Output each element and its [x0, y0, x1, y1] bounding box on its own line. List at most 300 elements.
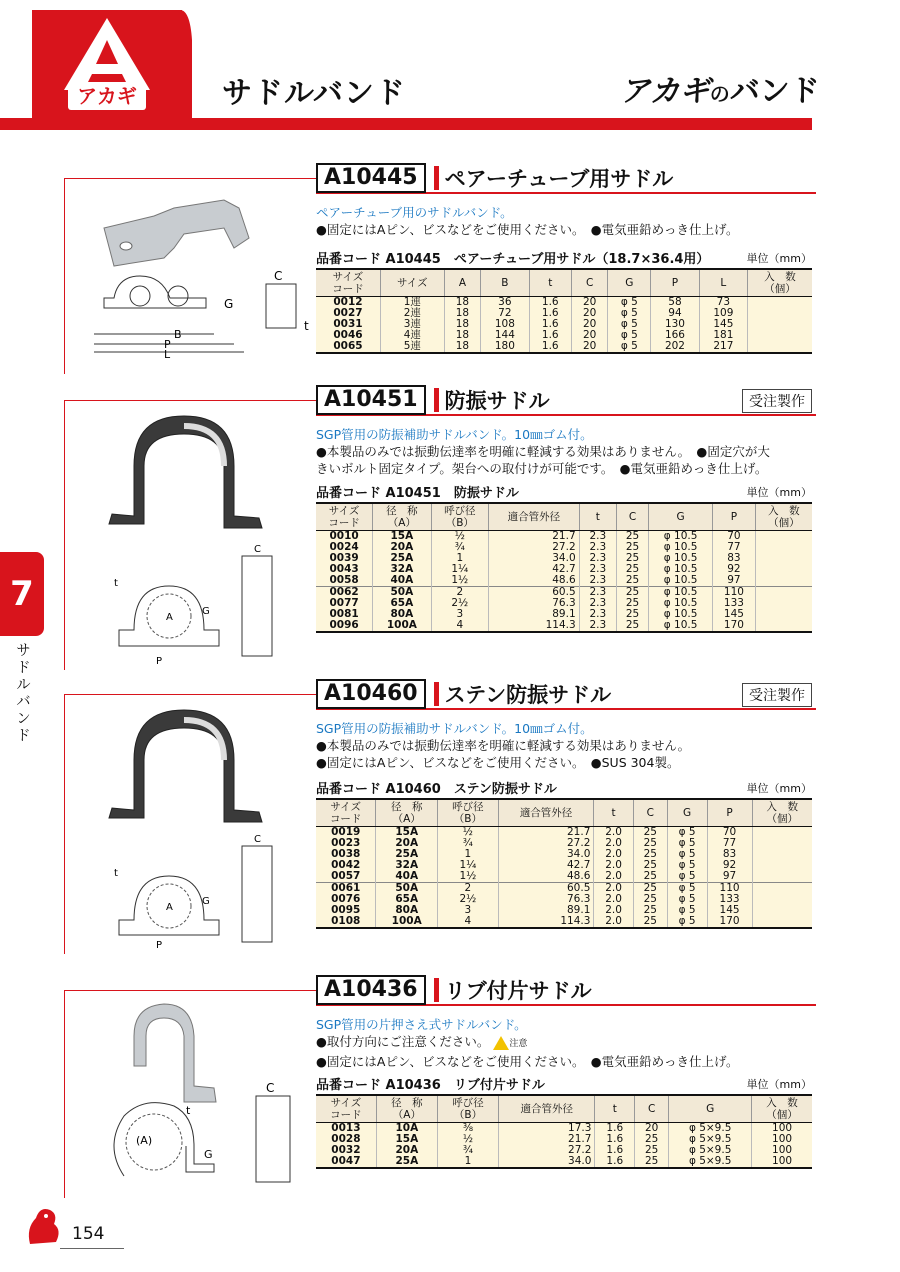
label-g: G [204, 1148, 213, 1161]
section-a10445 [64, 164, 816, 374]
description-lead: SGP管用の防振補助サドルバンド。10㎜ゴム付。 [316, 427, 593, 442]
column-header: A [444, 269, 480, 297]
column-header: P [707, 799, 752, 827]
table-cell: 2.0 [594, 838, 633, 849]
label-t: t [114, 868, 118, 879]
table-cell: φ 10.5 [649, 564, 713, 575]
table-cell: 100 [752, 1134, 812, 1145]
table-cell: 2.3 [579, 598, 616, 609]
table-cell: 65A [373, 598, 431, 609]
column-header: サイズ コード [316, 269, 380, 297]
table-cell: φ 10.5 [649, 575, 713, 587]
saddle-drawing [74, 188, 314, 368]
table-cell: 20 [635, 1123, 669, 1135]
column-header: P [713, 503, 756, 531]
table-cell: 130 [651, 319, 699, 330]
table-cell [748, 308, 812, 319]
table-cell: 1.6 [595, 1156, 635, 1168]
made-to-order-badge: 受注製作 [742, 389, 812, 413]
table-cell: 25 [616, 542, 648, 553]
table-cell: 27.2 [498, 838, 594, 849]
table-cell: 1.6 [529, 297, 571, 309]
table-cell [755, 531, 812, 543]
product-description [316, 426, 816, 477]
header-red-band [0, 118, 812, 130]
table-cell: 133 [713, 598, 756, 609]
table-cell: 1 [437, 1156, 498, 1168]
table-cell: φ 5 [608, 330, 651, 341]
table-cell: 0024 [316, 542, 373, 553]
table-cell: 1½ [438, 871, 499, 883]
table-cell: φ 5 [667, 883, 707, 895]
table-cell: 0039 [316, 553, 373, 564]
column-header: G [667, 799, 707, 827]
table-cell: 145 [713, 609, 756, 620]
table-cell: 144 [481, 330, 529, 341]
table-cell: 1¼ [438, 860, 499, 871]
table-cell: 73 [699, 297, 747, 309]
description-lead: SGP管用の片押さえ式サドルバンド。 [316, 1017, 527, 1032]
spec-title: 品番コード A10451 防振サドル [316, 486, 519, 501]
description-lead: SGP管用の防振補助サドルバンド。10㎜ゴム付。 [316, 721, 593, 736]
table-cell: φ 10.5 [649, 609, 713, 620]
table-cell: 2½ [431, 598, 489, 609]
table-cell: 27.2 [489, 542, 580, 553]
table-cell: 15A [376, 1134, 437, 1145]
table-cell: φ 10.5 [649, 542, 713, 553]
table-cell: 2.3 [579, 587, 616, 599]
table-row [316, 871, 812, 883]
table-row [316, 916, 812, 928]
table-row [316, 1123, 812, 1135]
table-cell [755, 553, 812, 564]
table-cell: 0076 [316, 894, 376, 905]
table-cell: 0023 [316, 838, 376, 849]
table-header-row [316, 503, 812, 531]
product-title: リブ付片サドル [444, 979, 592, 1003]
table-cell: 2.3 [579, 553, 616, 564]
table-cell: 1 [431, 553, 489, 564]
title-accent [434, 388, 439, 412]
table-cell: 2.0 [594, 827, 633, 839]
column-header: 入 数 （個） [752, 1095, 812, 1123]
table-cell [752, 894, 812, 905]
product-code: A10460 [316, 679, 426, 709]
table-cell: 48.6 [489, 575, 580, 587]
column-header: 呼び径 （B） [431, 503, 489, 531]
column-header: t [595, 1095, 635, 1123]
table-cell: 0038 [316, 849, 376, 860]
table-cell: 25 [633, 827, 667, 839]
section-a10436 [64, 976, 816, 1196]
table-cell: 25A [376, 1156, 437, 1168]
table-cell: 25 [633, 838, 667, 849]
column-header: G [608, 269, 651, 297]
description-line: ●固定にはAピン、ビスなどをご使用ください。 ●電気亜鉛めっき仕上げ。 [316, 222, 739, 237]
table-cell: 0077 [316, 598, 373, 609]
table-cell [748, 297, 812, 309]
column-header: 適合管外径 [498, 799, 594, 827]
table-cell: φ 5 [667, 838, 707, 849]
table-cell: 25A [373, 553, 431, 564]
description-line: きいボルト固定タイプ。架台への取付けが可能です。 ●電気亜鉛めっき仕上げ。 [316, 461, 768, 476]
table-cell: 20 [571, 330, 607, 341]
table-cell: 77 [713, 542, 756, 553]
table-cell: 110 [713, 587, 756, 599]
table-cell: 2 [431, 587, 489, 599]
table-cell: 25 [616, 564, 648, 575]
table-cell: 80A [373, 609, 431, 620]
table-cell: 0095 [316, 905, 376, 916]
table-cell: 110 [707, 883, 752, 895]
column-header: t [579, 503, 616, 531]
table-cell: 2.3 [579, 564, 616, 575]
table-cell: φ 5 [608, 319, 651, 330]
label-l: L [164, 348, 171, 361]
table-header-row [316, 1095, 812, 1123]
table-cell [752, 871, 812, 883]
column-header: L [699, 269, 747, 297]
table-cell: 20 [571, 341, 607, 353]
table-cell: 2.0 [594, 883, 633, 895]
table-cell: 21.7 [498, 827, 594, 839]
column-header: C [633, 799, 667, 827]
chapter-label: サドルバンド [14, 642, 32, 744]
table-cell: 4 [431, 620, 489, 632]
spec-table [316, 268, 812, 354]
table-cell: 18 [444, 308, 480, 319]
table-cell: 1½ [431, 575, 489, 587]
label-t: t [304, 319, 309, 333]
table-cell: 25 [635, 1145, 669, 1156]
table-cell: 21.7 [499, 1134, 595, 1145]
description-line [316, 1033, 816, 1053]
table-cell: 0019 [316, 827, 376, 839]
table-cell: 18 [444, 297, 480, 309]
table-cell: 2 [438, 883, 499, 895]
table-cell: φ 5 [667, 905, 707, 916]
table-row [316, 860, 812, 871]
table-cell: 0046 [316, 330, 380, 341]
table-cell: 70 [713, 531, 756, 543]
table-cell: 0010 [316, 531, 373, 543]
table-cell: 1¼ [431, 564, 489, 575]
table-cell: 20A [373, 542, 431, 553]
spec-line [316, 778, 816, 797]
table-cell: 15A [376, 827, 438, 839]
table-cell: 25 [633, 849, 667, 860]
anti-vibration-saddle-drawing [74, 406, 314, 666]
mascot-logo [20, 1200, 66, 1250]
table-cell: φ 5×9.5 [669, 1145, 752, 1156]
column-header: サイズ コード [316, 503, 373, 531]
table-cell: 100 [752, 1145, 812, 1156]
title-accent [434, 682, 439, 706]
label-g: G [224, 297, 234, 311]
table-cell: 202 [651, 341, 699, 353]
table-cell [755, 542, 812, 553]
brand-title [620, 66, 820, 110]
table-cell: ¾ [438, 838, 499, 849]
column-header: 呼び径 （B） [437, 1095, 498, 1123]
page-title: サドルバンド [222, 76, 406, 111]
label-b: B [174, 328, 182, 341]
table-cell: 25 [635, 1134, 669, 1145]
table-cell: φ 5×9.5 [669, 1134, 752, 1145]
column-header: 入 数 （個） [752, 799, 812, 827]
table-cell: 1.6 [595, 1134, 635, 1145]
table-cell: 83 [713, 553, 756, 564]
table-cell [755, 598, 812, 609]
footer-rule [60, 1248, 124, 1249]
table-cell: φ 5 [608, 341, 651, 353]
ribbed-saddle-drawing [74, 996, 314, 1196]
label-a: (A) [136, 1134, 153, 1147]
section-a10451 [64, 386, 816, 666]
table-cell: ⅜ [437, 1123, 498, 1135]
table-cell: 97 [707, 871, 752, 883]
column-header: 入 数 （個） [755, 503, 812, 531]
column-header: P [651, 269, 699, 297]
label-a: A [166, 902, 173, 913]
table-cell: 15A [373, 531, 431, 543]
product-description [316, 1016, 816, 1070]
table-cell: 60.5 [489, 587, 580, 599]
spec-table [316, 798, 812, 929]
description-text: ●取付方向にご注意ください。 [316, 1034, 490, 1049]
table-cell: φ 10.5 [649, 531, 713, 543]
table-row [316, 319, 812, 330]
table-cell: 34.0 [489, 553, 580, 564]
title-accent [434, 978, 439, 1002]
section-title-row [316, 976, 816, 1006]
table-row [316, 838, 812, 849]
column-header: サイズ コード [316, 1095, 376, 1123]
label-p: P [164, 338, 171, 351]
table-cell: 25 [616, 598, 648, 609]
table-cell: 0047 [316, 1156, 376, 1168]
table-cell: φ 10.5 [649, 587, 713, 599]
table-cell: 5連 [380, 341, 444, 353]
table-cell: 2.3 [579, 542, 616, 553]
table-cell: 1.6 [595, 1145, 635, 1156]
table-cell: 92 [707, 860, 752, 871]
label-t: t [114, 578, 118, 589]
column-header: 適合管外径 [489, 503, 580, 531]
table-row [316, 308, 812, 319]
label-g: G [202, 896, 210, 907]
table-cell: 2連 [380, 308, 444, 319]
table-cell: 2.0 [594, 860, 633, 871]
table-cell: 0012 [316, 297, 380, 309]
table-cell: 25 [616, 587, 648, 599]
unit-label: 単位（mm） [746, 1078, 812, 1091]
table-cell: 1.6 [529, 330, 571, 341]
description-line: ●固定にはAピン、ビスなどをご使用ください。 ●電気亜鉛めっき仕上げ。 [316, 1054, 739, 1069]
description-line: ●本製品のみでは振動伝達率を明確に軽減する効果はありません。 [316, 738, 691, 753]
label-p: P [156, 940, 163, 950]
label-g: G [202, 606, 210, 617]
unit-label: 単位（mm） [746, 486, 812, 499]
table-cell: 25A [376, 849, 438, 860]
table-cell: 0043 [316, 564, 373, 575]
table-cell: 25 [616, 553, 648, 564]
table-cell: 1.6 [529, 308, 571, 319]
page-number: 154 [72, 1224, 105, 1244]
table-cell: 17.3 [499, 1123, 595, 1135]
table-cell [755, 620, 812, 632]
description-line: ●固定にはAピン、ビスなどをご使用ください。 ●SUS 304製。 [316, 755, 680, 770]
table-cell: φ 5×9.5 [669, 1156, 752, 1168]
table-cell: 48.6 [498, 871, 594, 883]
stainless-saddle-drawing [74, 700, 314, 950]
table-cell: φ 10.5 [649, 553, 713, 564]
table-cell: 2.0 [594, 905, 633, 916]
table-cell: 1.6 [595, 1123, 635, 1135]
section-a10460 [64, 680, 816, 950]
column-header: t [594, 799, 633, 827]
table-cell: 72 [481, 308, 529, 319]
table-cell: 2.3 [579, 575, 616, 587]
spec-title: 品番コード A10436 リブ付片サドル [316, 1078, 545, 1093]
spec-table [316, 1094, 812, 1169]
made-to-order-badge: 受注製作 [742, 683, 812, 707]
table-cell: φ 5 [667, 827, 707, 839]
table-cell: 40A [376, 871, 438, 883]
table-cell [755, 587, 812, 599]
table-cell: 166 [651, 330, 699, 341]
table-cell [755, 609, 812, 620]
table-cell: 25 [633, 916, 667, 928]
table-cell: 42.7 [489, 564, 580, 575]
table-cell: 181 [699, 330, 747, 341]
table-cell: 77 [707, 838, 752, 849]
table-cell: 0028 [316, 1134, 376, 1145]
table-row [316, 620, 812, 632]
table-row [316, 575, 812, 587]
column-header: 呼び径 （B） [438, 799, 499, 827]
description-line: ●本製品のみでは振動伝達率を明確に軽減する効果はありません。 ●固定穴が大 [316, 444, 770, 459]
table-cell: 25 [633, 860, 667, 871]
table-cell: 114.3 [489, 620, 580, 632]
table-cell: 18 [444, 319, 480, 330]
table-cell [752, 860, 812, 871]
label-c: C [274, 269, 283, 283]
column-header: 径 称 （A） [373, 503, 431, 531]
table-cell: 18 [444, 341, 480, 353]
table-cell: φ 5×9.5 [669, 1123, 752, 1135]
table-cell: 114.3 [498, 916, 594, 928]
table-cell: 42.7 [498, 860, 594, 871]
table-row [316, 827, 812, 839]
table-cell: 25 [633, 883, 667, 895]
table-cell: 4連 [380, 330, 444, 341]
table-header-row [316, 799, 812, 827]
product-title: 防振サドル [444, 389, 550, 413]
column-header: 径 称 （A） [376, 799, 438, 827]
table-cell: 25 [633, 871, 667, 883]
table-cell: 2.3 [579, 620, 616, 632]
table-cell [755, 575, 812, 587]
table-cell: 20 [571, 297, 607, 309]
table-cell: 2.0 [594, 916, 633, 928]
spec-title: 品番コード A10460 ステン防振サドル [316, 782, 557, 797]
table-cell: 36 [481, 297, 529, 309]
table-cell: 0062 [316, 587, 373, 599]
product-code: A10445 [316, 163, 426, 193]
section-title-row [316, 680, 816, 710]
table-cell: 89.1 [498, 905, 594, 916]
table-cell: 83 [707, 849, 752, 860]
label-c: C [266, 1081, 275, 1095]
table-cell: 50A [376, 883, 438, 895]
table-cell: 2.0 [594, 871, 633, 883]
table-cell: 1連 [380, 297, 444, 309]
column-header: B [481, 269, 529, 297]
column-header: C [571, 269, 607, 297]
table-cell: 108 [481, 319, 529, 330]
table-cell: 21.7 [489, 531, 580, 543]
table-cell: ½ [438, 827, 499, 839]
table-cell: 40A [373, 575, 431, 587]
table-row [316, 849, 812, 860]
table-cell: 0096 [316, 620, 373, 632]
table-cell: 20A [376, 1145, 437, 1156]
page-header [0, 0, 900, 130]
table-cell: 97 [713, 575, 756, 587]
table-cell: 0065 [316, 341, 380, 353]
table-cell [752, 883, 812, 895]
table-cell: φ 5 [667, 894, 707, 905]
table-cell: φ 10.5 [649, 598, 713, 609]
table-cell: 4 [438, 916, 499, 928]
table-cell: 1 [438, 849, 499, 860]
chapter-tab[interactable]: 7 [0, 552, 44, 636]
table-cell: 0057 [316, 871, 376, 883]
table-cell: 0032 [316, 1145, 376, 1156]
table-cell: 0061 [316, 883, 376, 895]
caution-label: 注意 [509, 1039, 528, 1049]
table-cell: 25 [633, 905, 667, 916]
table-cell: 217 [699, 341, 747, 353]
description-lead: ペアーチューブ用のサドルバンド。 [316, 205, 513, 220]
table-cell [752, 838, 812, 849]
brand-no: の [709, 82, 730, 106]
table-row [316, 297, 812, 309]
table-cell: 3 [431, 609, 489, 620]
header-curve [150, 0, 220, 130]
label-c: C [254, 834, 261, 845]
table-cell: 10A [376, 1123, 437, 1135]
column-header: サイズ [380, 269, 444, 297]
column-header: C [616, 503, 648, 531]
label-p: P [156, 656, 163, 666]
table-cell: 100A [376, 916, 438, 928]
table-cell: φ 5 [667, 860, 707, 871]
table-cell: 145 [707, 905, 752, 916]
table-cell: 0042 [316, 860, 376, 871]
table-cell: 2½ [438, 894, 499, 905]
table-cell: 32A [376, 860, 438, 871]
product-description [316, 204, 816, 238]
table-cell: 25 [616, 575, 648, 587]
column-header: C [635, 1095, 669, 1123]
table-cell: 1.6 [529, 341, 571, 353]
table-cell: 109 [699, 308, 747, 319]
spec-table [316, 502, 812, 633]
table-cell [752, 849, 812, 860]
table-cell: ¾ [431, 542, 489, 553]
